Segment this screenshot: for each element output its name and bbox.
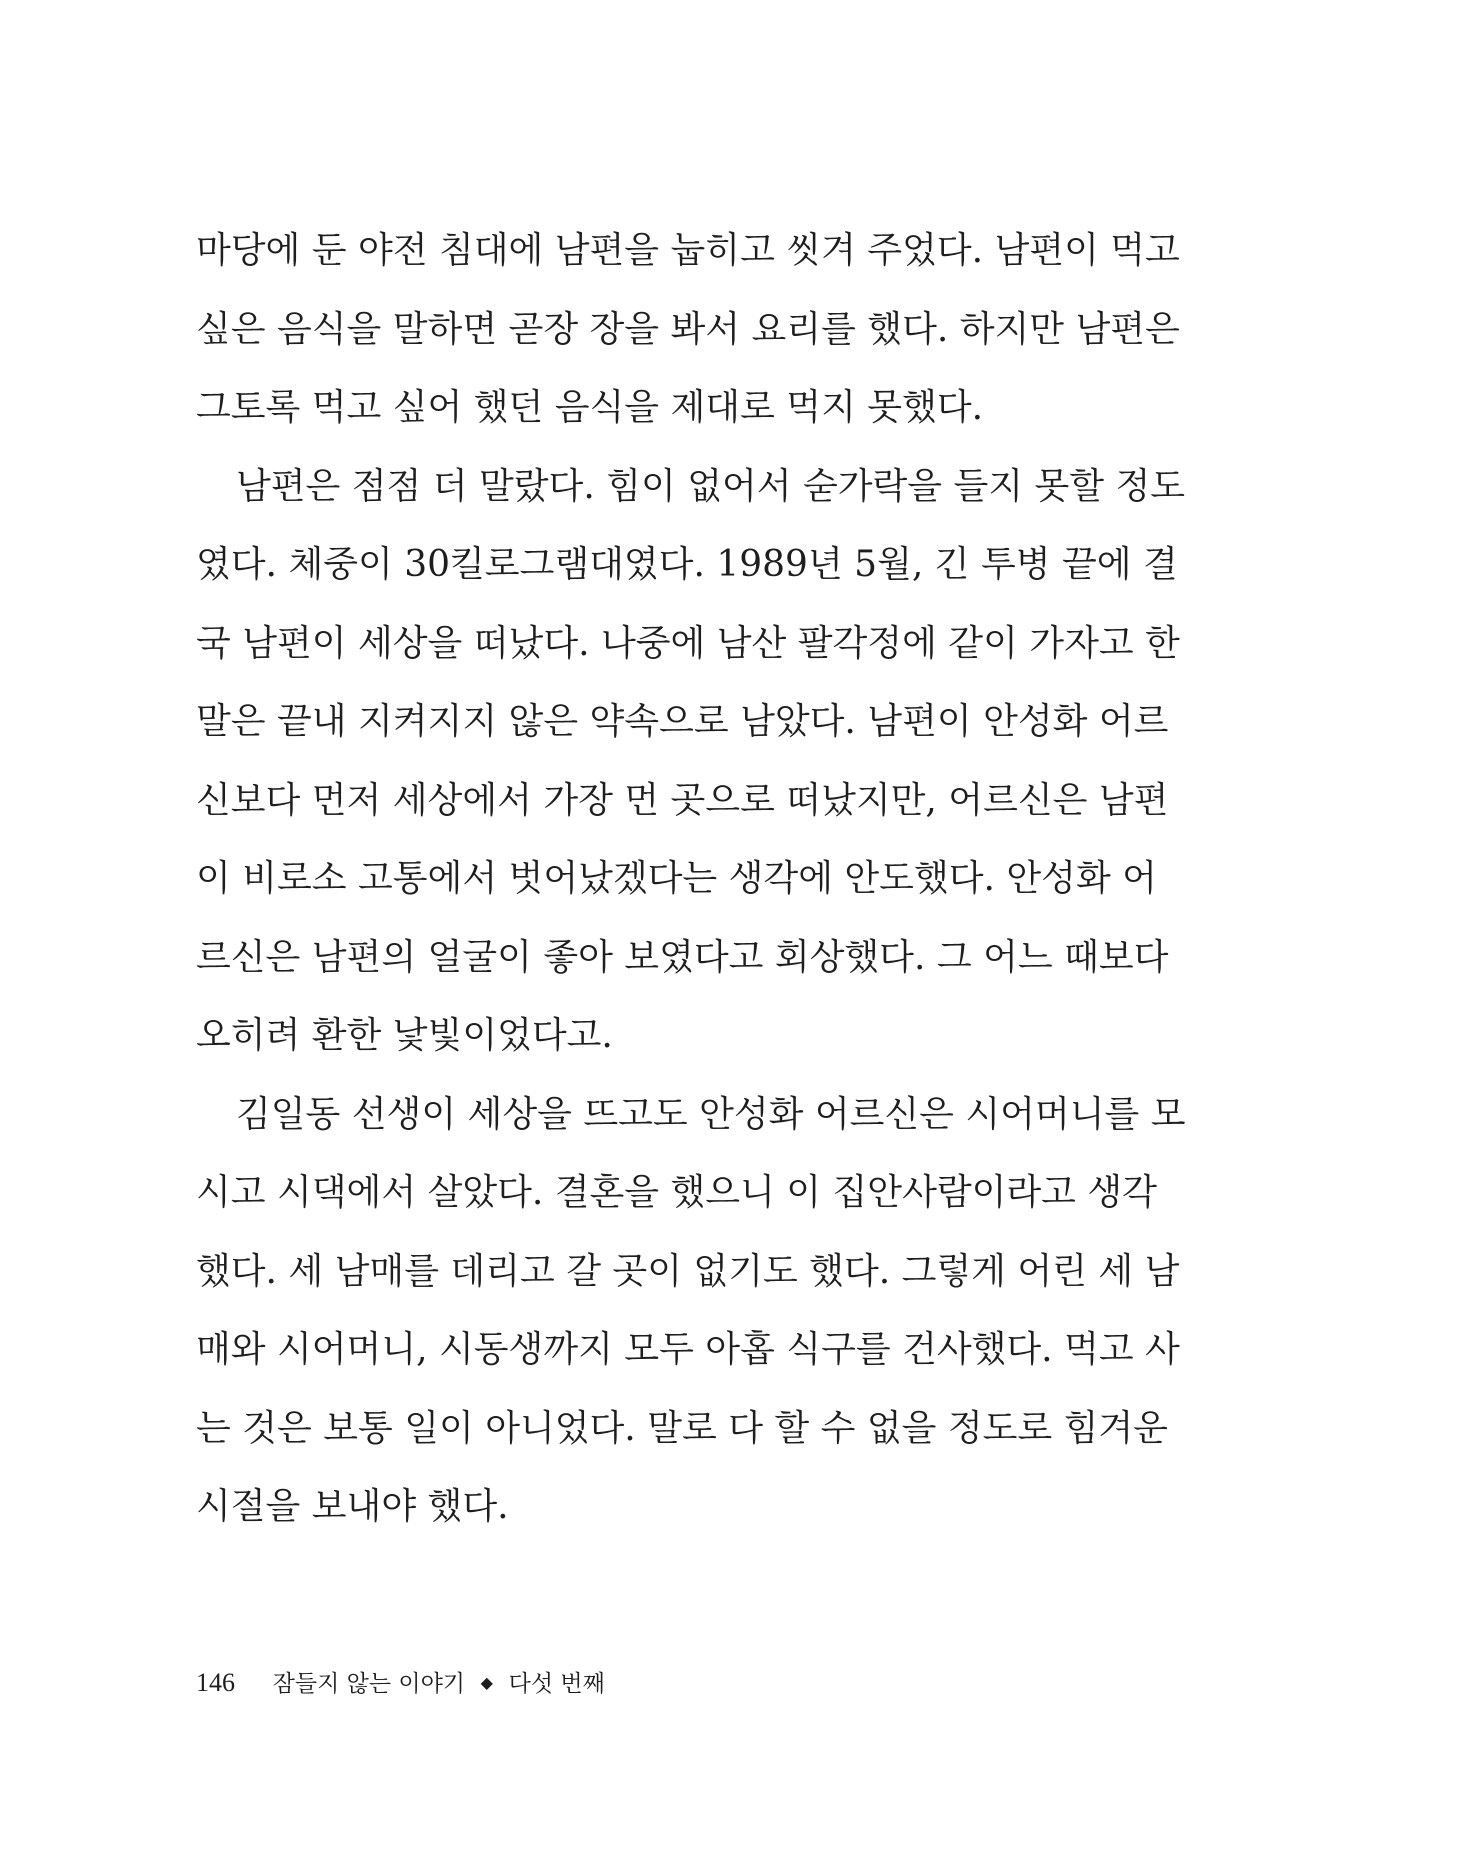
- text-line: 그토록 먹고 싶어 했던 음식을 제대로 먹지 못했다.: [196, 387, 984, 428]
- text-line: 마당에 둔 야전 침대에 남편을 눕히고 씻겨 주었다. 남편이 먹고: [196, 230, 1180, 271]
- text-line: 신보다 먼저 세상에서 가장 먼 곳으로 떠났지만, 어르신은 남편: [196, 779, 1169, 821]
- text-line: 이 비로소 고통에서 벗어났겠다는 생각에 안도했다. 안성화 어: [196, 858, 1157, 899]
- text-line: 국 남편이 세상을 떠났다. 나중에 남산 팔각정에 같이 가자고 한: [196, 622, 1180, 664]
- text-line: 싶은 음식을 말하면 곧장 장을 봐서 요리를 했다. 하지만 남편은: [196, 308, 1180, 350]
- chapter-label: 다섯 번째: [508, 1671, 605, 1697]
- book-title: 잠들지 않는 이야기: [272, 1671, 466, 1697]
- text-line: 시절을 보내야 했다.: [196, 1486, 509, 1527]
- page-number: 146: [196, 1668, 235, 1697]
- text-line: 오히려 환한 낯빛이었다고.: [196, 1015, 613, 1056]
- text-line: 르신은 남편의 얼굴이 좋아 보였다고 회상했다. 그 어느 때보다: [196, 936, 1169, 978]
- text-line: 했다. 세 남매를 데리고 갈 곳이 없기도 했다. 그렇게 어린 세 남: [196, 1250, 1180, 1292]
- page-footer: [196, 1666, 605, 1703]
- text-line: 말은 끝내 지켜지지 않은 약속으로 남았다. 남편이 안성화 어르: [196, 701, 1169, 742]
- text-line: 는 것은 보통 일이 아니었다. 말로 다 할 수 없을 정도로 힘겨운: [196, 1407, 1168, 1449]
- diamond-separator-icon: ◆: [480, 1673, 493, 1692]
- text-line: 였다. 체중이 30킬로그램대였다. 1989년 5월, 긴 투병 끝에 결: [196, 544, 1178, 585]
- text-line: 김일동 선생이 세상을 뜨고도 안성화 어르신은 시어머니를 모: [236, 1093, 1186, 1135]
- body-text: [196, 226, 1186, 1561]
- text-line: 매와 시어머니, 시동생까지 모두 아홉 식구를 건사했다. 먹고 사: [196, 1329, 1180, 1370]
- text-line: 시고 시댁에서 살았다. 결혼을 했으니 이 집안사람이라고 생각: [196, 1172, 1157, 1213]
- text-line: 남편은 점점 더 말랐다. 힘이 없어서 숟가락을 들지 못할 정도: [236, 465, 1186, 507]
